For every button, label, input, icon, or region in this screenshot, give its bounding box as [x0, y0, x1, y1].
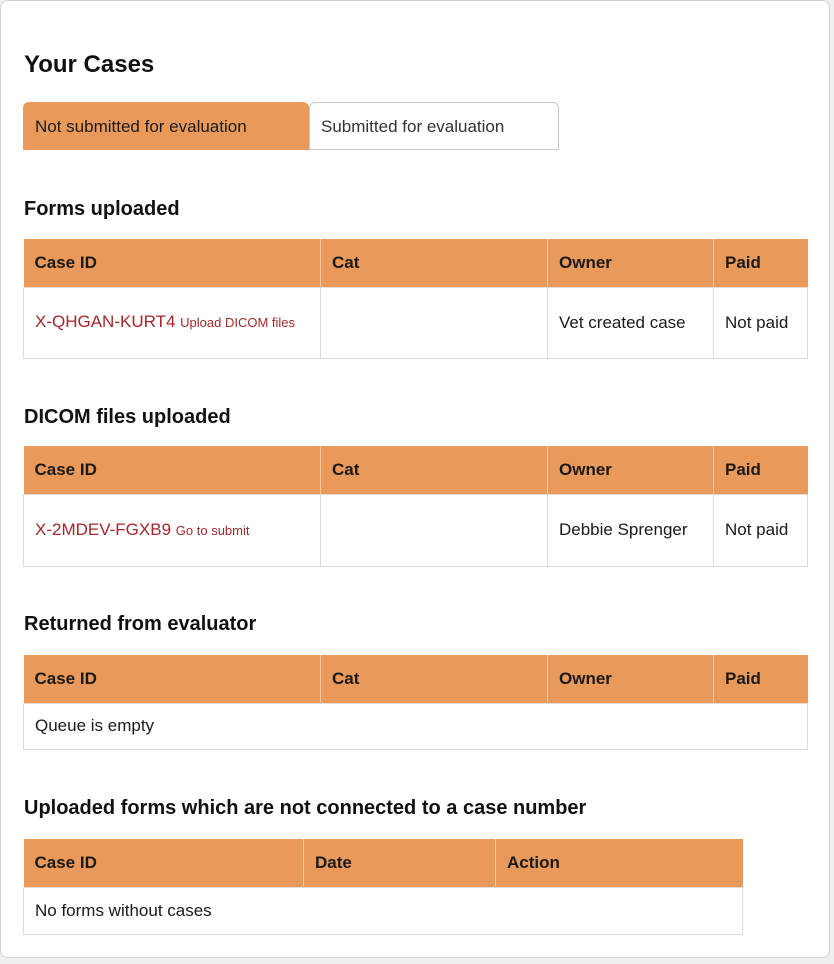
case-status-tabs	[23, 102, 559, 150]
column-header-owner: Owner	[548, 655, 714, 703]
owner-cell: Debbie Sprenger	[548, 494, 714, 566]
table-header-row	[24, 655, 808, 703]
tab-submitted[interactable]: Submitted for evaluation	[309, 102, 559, 150]
column-header-case-id: Case ID	[24, 839, 304, 887]
empty-row	[24, 703, 808, 749]
column-header-cat: Cat	[321, 239, 548, 287]
cat-cell	[321, 287, 548, 358]
column-header-action: Action	[496, 839, 743, 887]
table-header-row	[24, 239, 808, 287]
upload-dicom-link[interactable]: Upload DICOM files	[180, 315, 296, 330]
section-title-returned: Returned from evaluator	[24, 613, 257, 635]
case-id-link[interactable]: X-2MDEV-FGXB9	[35, 519, 172, 539]
case-id-cell	[24, 494, 321, 566]
column-header-case-id: Case ID	[24, 239, 321, 287]
column-header-owner: Owner	[548, 239, 714, 287]
column-header-case-id: Case ID	[24, 446, 321, 494]
paid-cell: Not paid	[714, 287, 808, 358]
returned-table	[23, 655, 808, 750]
case-id-link[interactable]: X-QHGAN-KURT4	[35, 312, 176, 331]
column-header-paid: Paid	[714, 446, 808, 494]
empty-queue-message: Queue is empty	[24, 703, 808, 749]
section-title-dicom-uploaded: DICOM files uploaded	[24, 406, 231, 428]
section-title-unconnected-forms: Uploaded forms which are not connected to a case number	[24, 797, 587, 819]
column-header-owner: Owner	[548, 446, 714, 494]
column-header-cat: Cat	[321, 446, 548, 494]
column-header-paid: Paid	[714, 239, 808, 287]
case-id-cell	[24, 287, 321, 358]
section-title-forms-uploaded: Forms uploaded	[24, 198, 180, 220]
page-title: Your Cases	[24, 51, 155, 78]
owner-cell: Vet created case	[548, 287, 714, 358]
go-to-submit-link[interactable]: Go to submit	[175, 522, 250, 538]
column-header-case-id: Case ID	[24, 655, 321, 703]
tab-not-submitted[interactable]: Not submitted for evaluation	[23, 102, 309, 150]
paid-cell: Not paid	[714, 494, 808, 566]
dicom-uploaded-table	[23, 446, 808, 567]
table-header-row	[24, 839, 743, 887]
column-header-paid: Paid	[714, 655, 808, 703]
table-header-row	[24, 446, 808, 494]
empty-row	[24, 887, 743, 934]
forms-uploaded-table	[23, 239, 808, 359]
column-header-date: Date	[304, 839, 496, 887]
unconnected-forms-table	[23, 839, 743, 935]
table-row	[24, 287, 808, 358]
table-row	[24, 494, 808, 566]
cat-cell	[321, 494, 548, 566]
empty-forms-message: No forms without cases	[24, 887, 743, 934]
column-header-cat: Cat	[321, 655, 548, 703]
